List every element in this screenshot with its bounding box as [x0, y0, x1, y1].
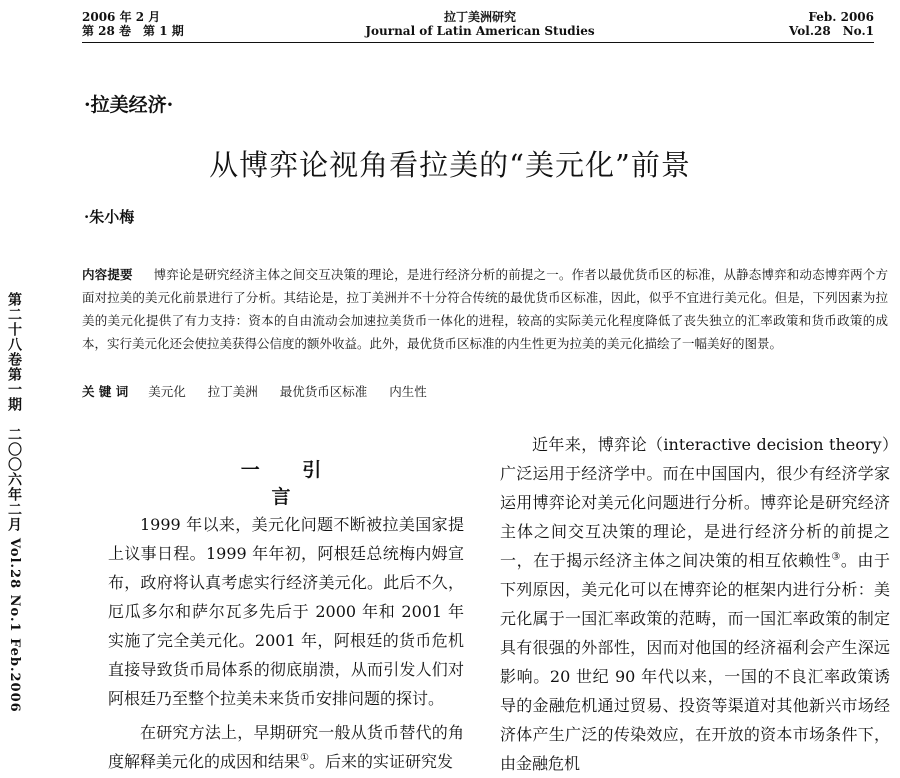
keyword-item: 内生性: [389, 384, 427, 399]
left-column: [108, 510, 464, 776]
journal-name-en: Journal of Latin American Studies: [365, 24, 595, 38]
header-center: [300, 10, 660, 38]
left-paragraph-2: [108, 718, 464, 776]
footnote-ref[interactable]: ①: [300, 752, 309, 764]
author: ·朱小梅: [84, 208, 135, 226]
volume-issue-en: Vol.28 No.1: [789, 24, 874, 38]
keyword-item: 美元化: [148, 384, 186, 399]
right-paragraph-1-tail: 。由于下列原因，美元化可以在博弈论的框架内进行分析：美元化属于一国汇率政策的范畴，而一国汇率政策的制定具有很强的外部性，因而对他国的经济福利会产生深远影响。20 世纪 90 年代以来，一国的不良汇率政策诱导的金融危机通过贸易、投资等渠道对其他新兴市场经济体产生广泛的传染效应，在开放的资本市场条件下，由金融危机: [500, 551, 890, 773]
header-rule: [82, 42, 874, 43]
volume-issue: 第 28 卷 第 1 期: [82, 24, 184, 38]
keywords: [82, 382, 445, 402]
article-title: 从博弈论视角看拉美的“美元化”前景: [209, 148, 691, 182]
abstract-text: 博弈论是研究经济主体之间交互决策的理论，是进行经济分析的前提之一。作者以最优货币区的标准，从静态博弈和动态博弈两个方面对拉美的美元化前景进行了分析。其结论是，拉丁美洲并不十分符合传统的最优货币区标准，因此，似乎不宜进行美元化。但是，下列因素为拉美的美元化提供了有力支持：资本的自由流动会加速拉美货币一体化的进程，较高的实际美元化程度降低了丧失独立的汇率政策和货币政策的成本，实行美元化还会使拉美获得公信度的额外收益。此外，最优货币区标准的内生性更为拉美的美元化描绘了一幅美好的图景。: [82, 267, 888, 351]
keywords-label: 关 键 词: [82, 384, 129, 399]
side-margin-en: Vol.28 No.1 Feb.2006: [7, 538, 22, 713]
header-right: [789, 10, 874, 38]
issue-date: 2006 年 2 月: [82, 10, 161, 24]
section-label: ·拉美经济·: [84, 94, 174, 116]
keyword-item: 最优货币区标准: [279, 384, 368, 399]
abstract: [82, 263, 888, 355]
abstract-label: 内容提要: [82, 267, 133, 282]
header-left: [82, 10, 184, 38]
journal-name-cn: 拉丁美洲研究: [443, 10, 516, 24]
issue-date-en: Feb. 2006: [808, 10, 874, 24]
abstract-spacer: [137, 267, 150, 282]
side-margin-cn: 第二十八卷第一期 二〇〇六年二月: [6, 292, 22, 532]
left-paragraph-1: 1999 年以来，美元化问题不断被拉美国家提上议事日程。1999 年年初，阿根廷总统梅内姆宣布，政府将认真考虑实行经济美元化。此后不久，厄瓜多尔和萨尔瓦多先后于 2000 年和 2001 年实施了完全美元化。2001 年，阿根廷的货币危机直接导致货币局体系的彻底崩溃，从而引发人们对阿根廷乃至整个拉美未来货币安排问题的探讨。: [108, 515, 464, 708]
left-paragraph-2-text: 在研究方法上，早期研究一般从货币替代的角度解释美元化的成因和结果: [108, 723, 464, 771]
footnote-ref[interactable]: ③: [831, 551, 841, 563]
side-margin: [6, 292, 28, 713]
left-paragraph-2-tail: 。后来的实证研究发: [308, 752, 453, 771]
right-paragraph-1: [500, 430, 890, 778]
right-column: [500, 430, 890, 778]
keyword-item: 拉丁美洲: [207, 384, 258, 399]
intro-heading: 一 引 言: [240, 459, 340, 508]
right-paragraph-1-text: 近年来，博弈论（interactive decision theory）广泛运用于经济学中。而在中国国内，很少有经济学家运用博弈论对美元化问题进行分析。博弈论是研究经济主体之间交互决策的理论，是进行经济分析的前提之一，在于揭示经济主体之间决策的相互依赖性: [500, 435, 890, 570]
